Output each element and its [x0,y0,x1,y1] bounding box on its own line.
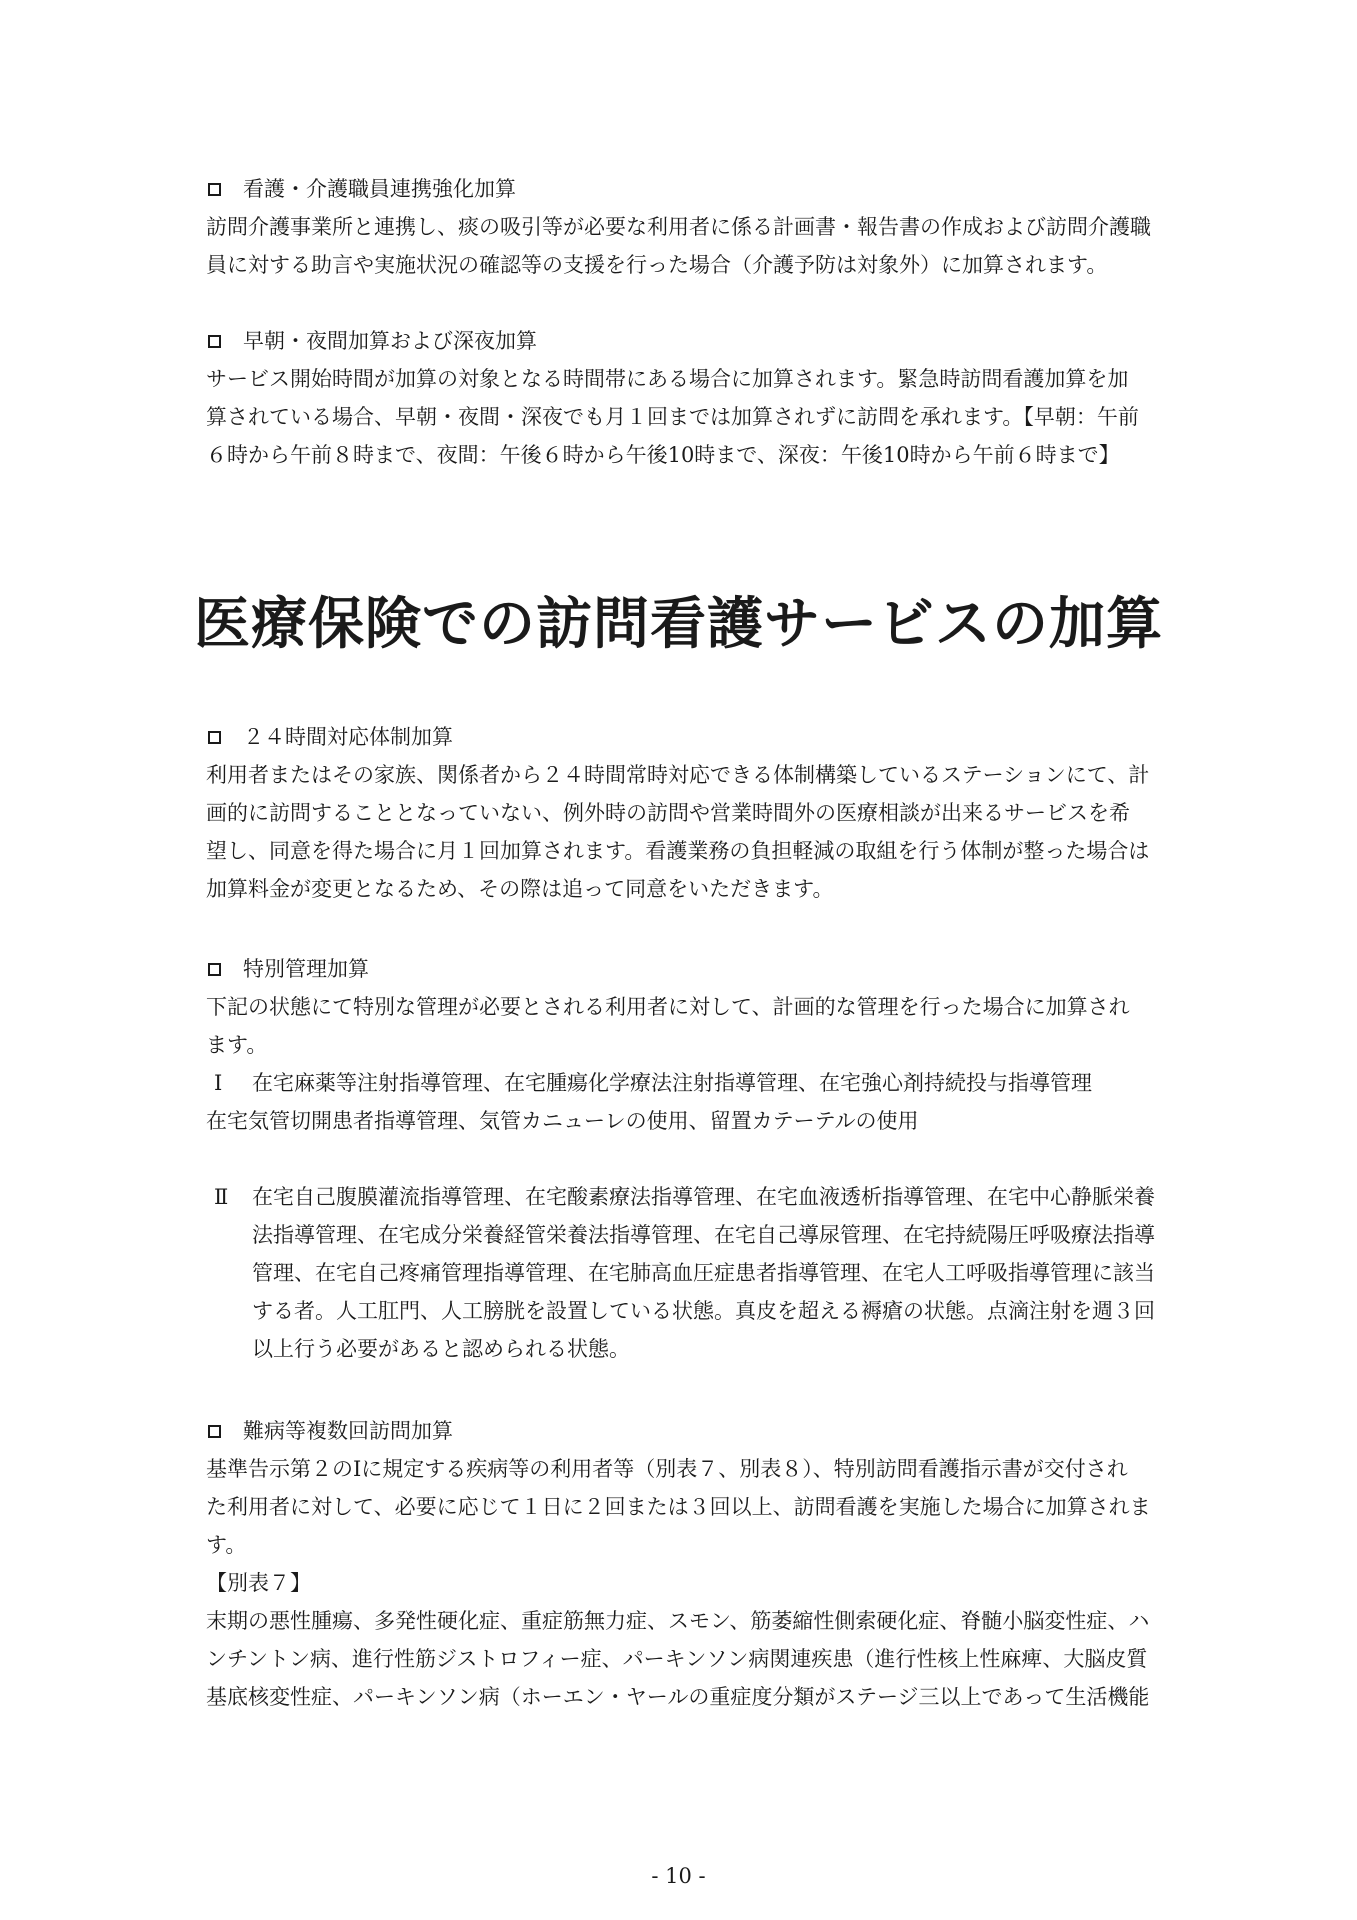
paragraph-line: た利用者に対して、必要に応じて１日に２回または３回以上、訪問看護を実施した場合に加算されま [206,1495,1151,1519]
paragraph-line: 以上行う必要があると認められる状態。 [252,1337,630,1361]
paragraph-line: サービス開始時間が加算の対象となる時間帯にある場合に加算されます。緊急時訪問看護加算を加 [206,367,1129,391]
section-heading: 特別管理加算 [206,950,1226,988]
paragraph-line: ６時から午前８時まで、夜間：午後６時から午後10時まで、深夜：午後10時から午前６時まで】 [206,443,1120,467]
paragraph-line: ます。 [206,1033,268,1057]
paragraph-line: す。 [206,1533,247,1557]
checkbox-icon [208,963,221,976]
paragraph-line: 基準告示第２のⅠに規定する疾病等の利用者等（別表７、別表８）、特別訪問看護指示書が交付され [206,1457,1128,1481]
paragraph-line: ンチントン病、進行性筋ジストロフィー症、パーキンソン病関連疾患（進行性核上性麻痺、大脳皮質 [206,1647,1148,1671]
list-number: Ⅱ [214,1185,229,1209]
paragraph-line: 画的に訪問することとなっていない、例外時の訪問や営業時間外の医療相談が出来るサービスを希 [206,801,1130,825]
list-number: Ⅰ [214,1071,223,1095]
checkbox-icon [208,1425,221,1438]
paragraph-line: 下記の状態にて特別な管理が必要とされる利用者に対して、計画的な管理を行った場合に加算され [206,995,1130,1019]
paragraph-line: 加算料金が変更となるため、その際は追って同意をいただきます。 [206,877,834,901]
list-item-2: Ⅱ 在宅自己腹膜灌流指導管理、在宅酸素療法指導管理、在宅血液透析指導管理、在宅中心静脈栄養 [206,1178,1226,1216]
section-special-management [206,950,1226,1368]
paragraph-line: 員に対する助言や実施状況の確認等の支援を行った場合（介護予防は対象外）に加算されます。 [206,253,1108,277]
page-number: - 10 - [651,1864,706,1888]
section-heading: ２４時間対応体制加算 [206,718,1226,756]
paragraph-line: する者。人工肛門、人工膀胱を設置している状態。真皮を超える褥瘡の状態。点滴注射を週３回 [252,1299,1155,1323]
paragraph-line: 望し、同意を得た場合に月１回加算されます。看護業務の負担軽減の取組を行う体制が整った場合は [206,839,1150,863]
section-heading: 看護・介護職員連携強化加算 [206,170,1226,208]
main-title: 医療保険での訪問看護サービスの加算 [194,591,1163,657]
checkbox-icon [208,335,221,348]
section-heading: 早朝・夜間加算および深夜加算 [206,322,1226,360]
paragraph-line: 【別表７】 [206,1571,311,1595]
paragraph-line: 管理、在宅自己疼痛管理指導管理、在宅肺高血圧症患者指導管理、在宅人工呼吸指導管理に該当 [252,1261,1155,1285]
paragraph-line: 利用者またはその家族、関係者から２４時間常時対応できる体制構築しているステーションにて、計 [206,763,1150,787]
section-heading: 難病等複数回訪問加算 [206,1412,1226,1450]
section-nanbyo [206,1412,1226,1716]
section-24h [206,718,1226,908]
section-early-night [206,322,1226,474]
paragraph-line: 訪問介護事業所と連携し、痰の吸引等が必要な利用者に係る計画書・報告書の作成および訪問介護職 [206,215,1151,239]
paragraph-line: 基底核変性症、パーキンソン病（ホーエン・ヤールの重症度分類がステージ三以上であって生活機能 [206,1685,1150,1709]
section-kango-kaigo [206,170,1226,284]
paragraph-line: 算されている場合、早朝・夜間・深夜でも月１回までは加算されずに訪問を承れます。【早朝：午前 [206,405,1139,429]
paragraph-line: 法指導管理、在宅成分栄養経管栄養法指導管理、在宅自己導尿管理、在宅持続陽圧呼吸療法指導 [252,1223,1155,1247]
paragraph-line: 在宅気管切開患者指導管理、気管カニューレの使用、留置カテーテルの使用 [206,1109,919,1133]
list-item-1: Ⅰ 在宅麻薬等注射指導管理、在宅腫瘍化学療法注射指導管理、在宅強心剤持続投与指導管理 [206,1064,1226,1102]
checkbox-icon [208,731,221,744]
paragraph-line: 末期の悪性腫瘍、多発性硬化症、重症筋無力症、スモン、筋萎縮性側索硬化症、脊髄小脳変性症、ハ [206,1609,1150,1633]
checkbox-icon [208,183,221,196]
